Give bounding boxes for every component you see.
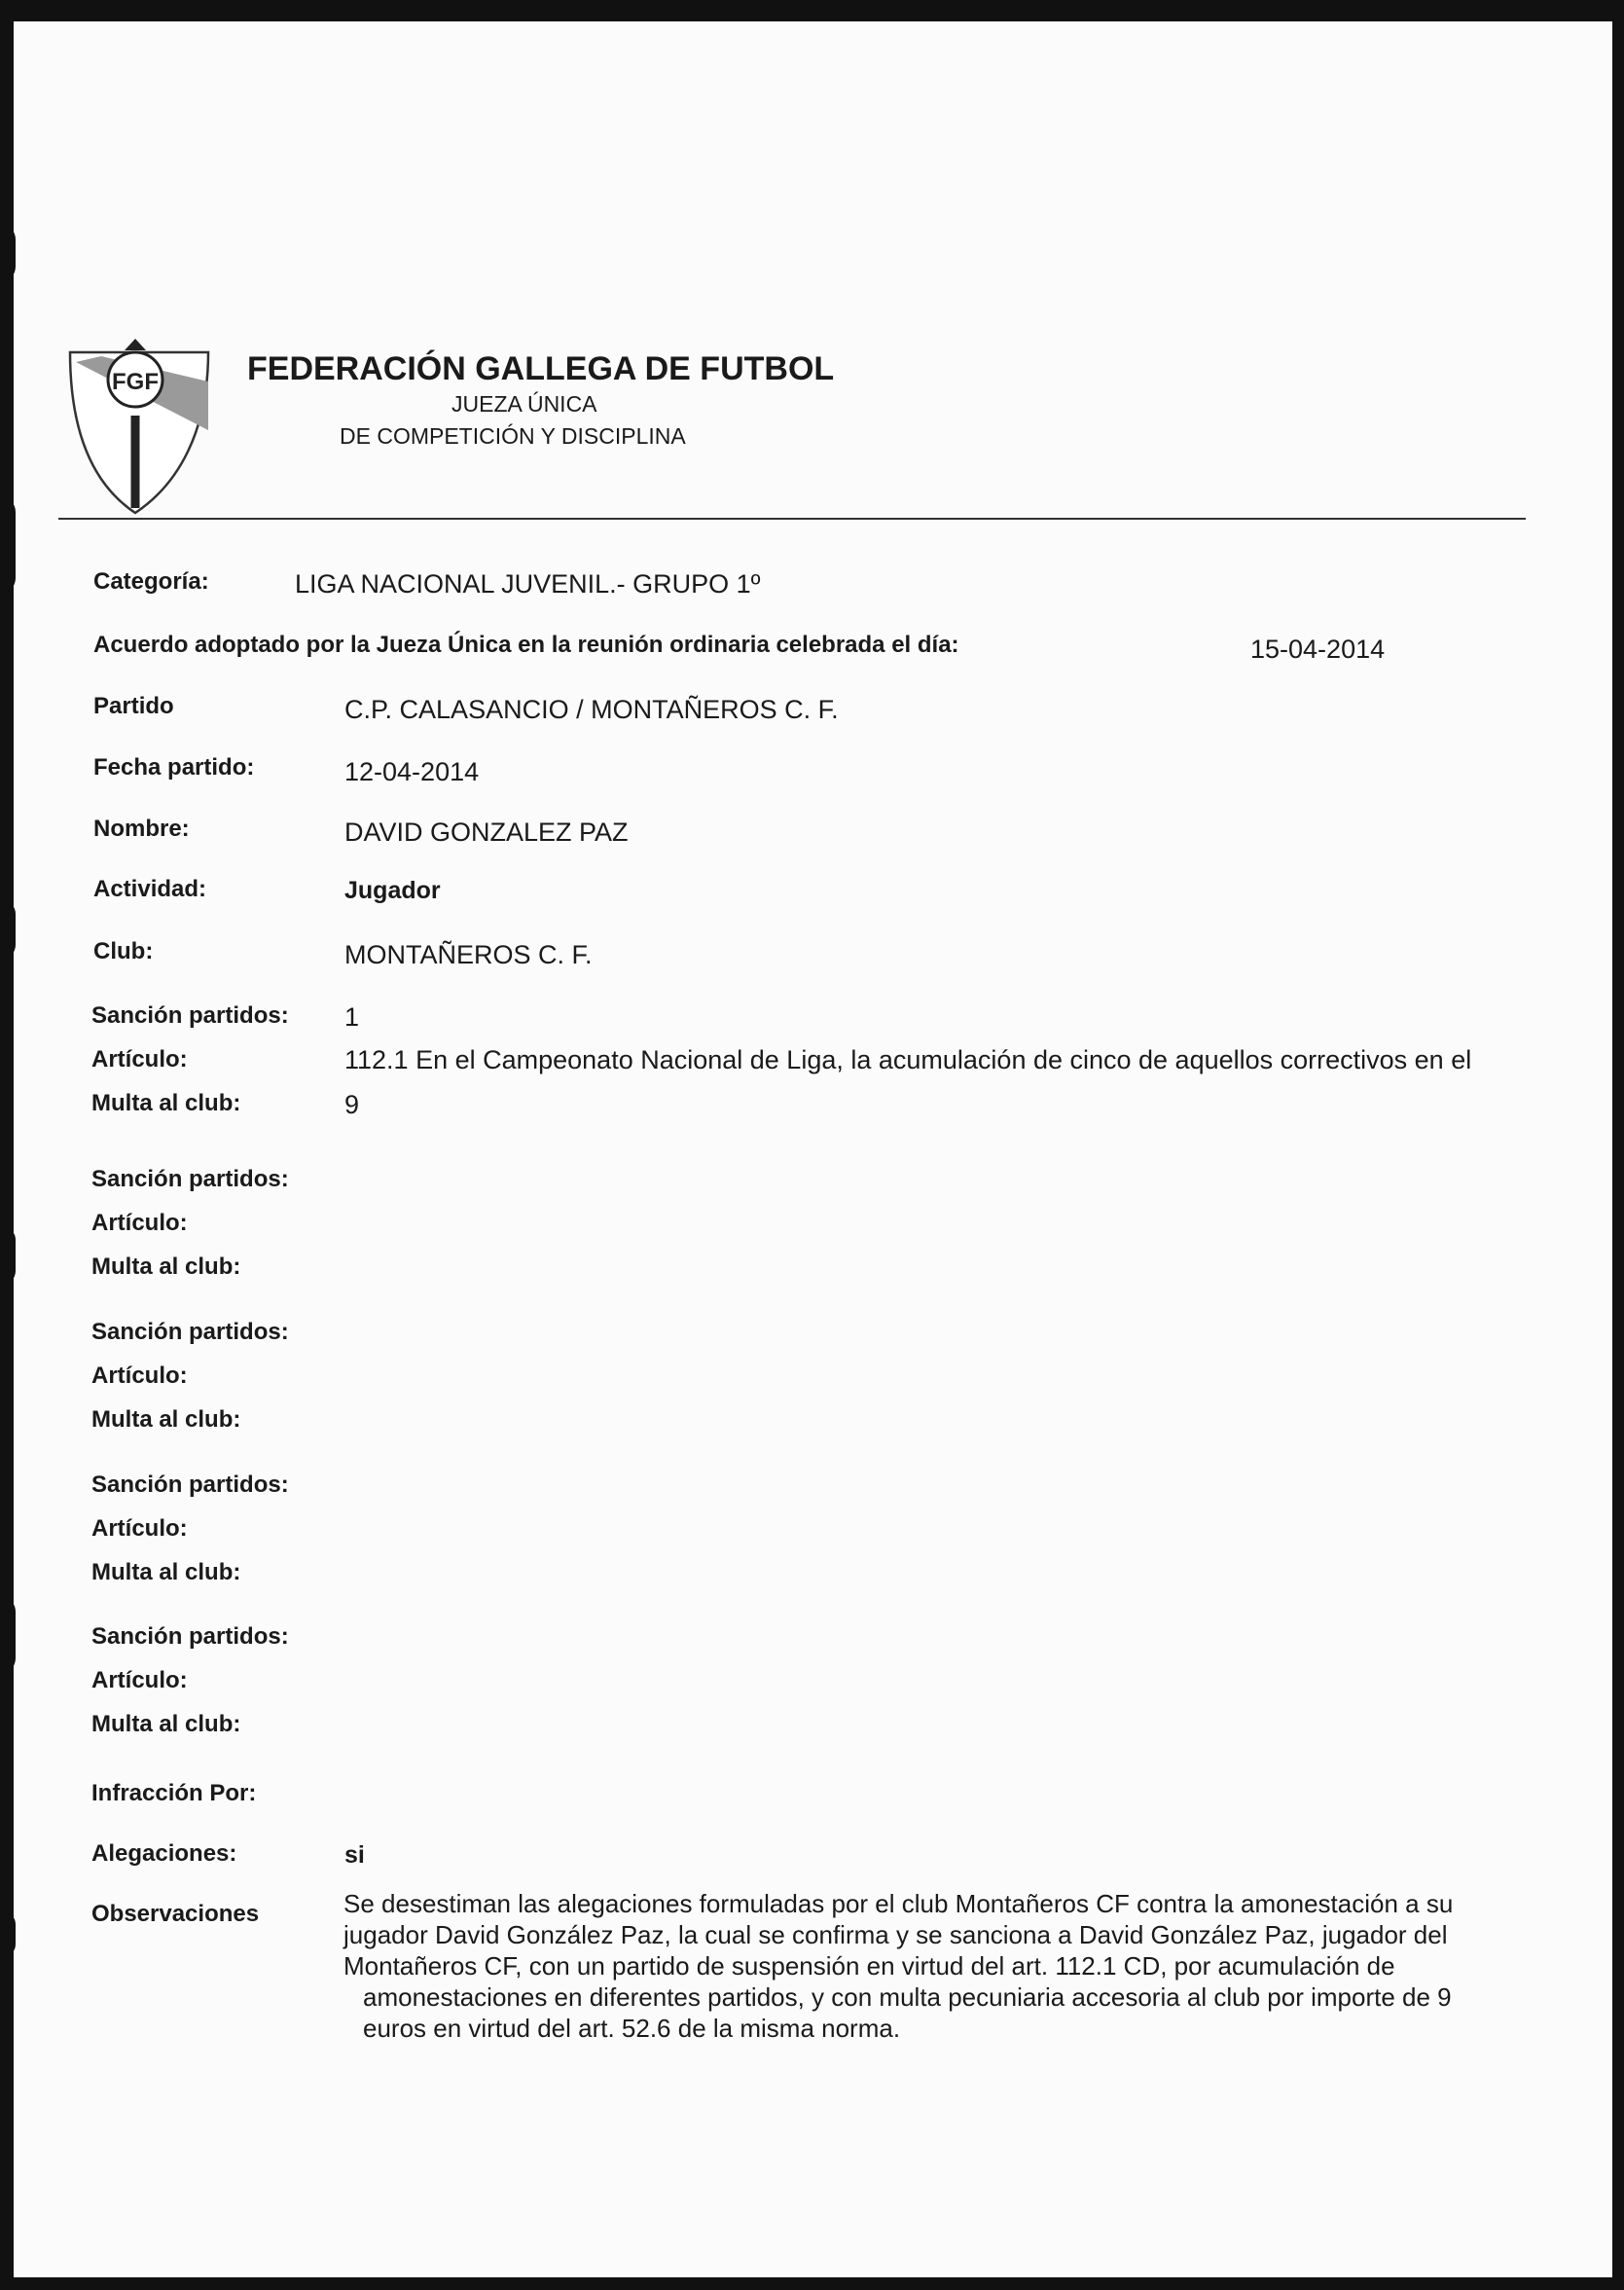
actividad-value: Jugador — [344, 877, 441, 904]
articulo-label: Artículo: — [91, 1515, 188, 1542]
multa-value: 9 — [344, 1090, 360, 1119]
document-page — [14, 21, 1612, 2277]
observaciones-line: euros en virtud del art. 52.6 de la misma norma. — [363, 2014, 901, 2043]
observaciones-text — [343, 1888, 1560, 2044]
scan-edge-mark — [0, 1226, 16, 1285]
alegaciones-label: Alegaciones: — [91, 1840, 237, 1867]
multa-label: Multa al club: — [91, 1406, 241, 1433]
multa-label: Multa al club: — [91, 1559, 241, 1585]
articulo-label: Artículo: — [91, 1667, 188, 1693]
nombre-value: DAVID GONZALEZ PAZ — [344, 818, 629, 847]
partido-label: Partido — [93, 693, 174, 719]
actividad-label: Actividad: — [93, 876, 207, 902]
scan-edge-mark — [0, 900, 16, 959]
sancion-partidos-label: Sanción partidos: — [91, 1002, 289, 1029]
sancion-partidos-value: 1 — [344, 1002, 360, 1032]
scan-edge-mark — [0, 1596, 16, 1674]
multa-label: Multa al club: — [91, 1711, 241, 1737]
scan-edge-mark — [0, 224, 16, 282]
acuerdo-date: 15-04-2014 — [1250, 635, 1386, 664]
observaciones-line: Se desestiman las alegaciones formuladas por el club Montañeros CF contra la amonestación a su — [343, 1889, 1454, 1918]
logo-letters: FGF — [112, 369, 159, 395]
sancion-partidos-label: Sanción partidos: — [91, 1166, 289, 1192]
observaciones-line: jugador David González Paz, la cual se confirma y se sanciona a David González Paz, jugador del — [343, 1920, 1448, 1949]
articulo-label: Artículo: — [91, 1210, 188, 1236]
articulo-value: 112.1 En el Campeonato Nacional de Liga, la acumulación de cinco de aquellos correctivos en el — [344, 1045, 1472, 1074]
scan-edge-mark — [0, 1912, 16, 1956]
sancion-partidos-label: Sanción partidos: — [91, 1623, 289, 1650]
fecha-partido-value: 12-04-2014 — [344, 757, 480, 786]
categoria-label: Categoría: — [93, 568, 209, 595]
categoria-value: LIGA NACIONAL JUVENIL.- GRUPO 1º — [295, 569, 761, 599]
organization-subtitle-2: DE COMPETICIÓN Y DISCIPLINA — [340, 423, 686, 449]
club-value: MONTAÑEROS C. F. — [344, 940, 593, 969]
articulo-label: Artículo: — [91, 1046, 188, 1072]
observaciones-line: Montañeros CF, con un partido de suspensión en virtud del art. 112.1 CD, por acumulación de — [343, 1951, 1395, 1981]
club-label: Club: — [93, 938, 154, 964]
federation-shield-logo — [62, 323, 223, 518]
multa-label: Multa al club: — [91, 1254, 241, 1280]
fecha-partido-label: Fecha partido: — [93, 754, 255, 781]
scan-edge-mark — [0, 496, 16, 594]
infraccion-label: Infracción Por: — [91, 1780, 257, 1806]
sancion-partidos-label: Sanción partidos: — [91, 1319, 289, 1345]
partido-value: C.P. CALASANCIO / MONTAÑEROS C. F. — [344, 695, 839, 724]
nombre-label: Nombre: — [93, 816, 190, 842]
organization-name: FEDERACIÓN GALLEGA DE FUTBOL — [247, 350, 835, 387]
multa-label: Multa al club: — [91, 1090, 241, 1116]
header-divider — [58, 518, 1526, 520]
acuerdo-label: Acuerdo adoptado por la Jueza Única en la reunión ordinaria celebrada el día: — [93, 632, 959, 658]
observaciones-line: amonestaciones en diferentes partidos, y con multa pecuniaria accesoria al club por importe de 9 — [363, 1982, 1452, 2012]
observaciones-label: Observaciones — [91, 1901, 260, 1927]
sancion-partidos-label: Sanción partidos: — [91, 1472, 289, 1498]
organization-subtitle-1: JUEZA ÚNICA — [451, 391, 597, 417]
alegaciones-value: si — [344, 1841, 365, 1869]
articulo-label: Artículo: — [91, 1363, 188, 1389]
